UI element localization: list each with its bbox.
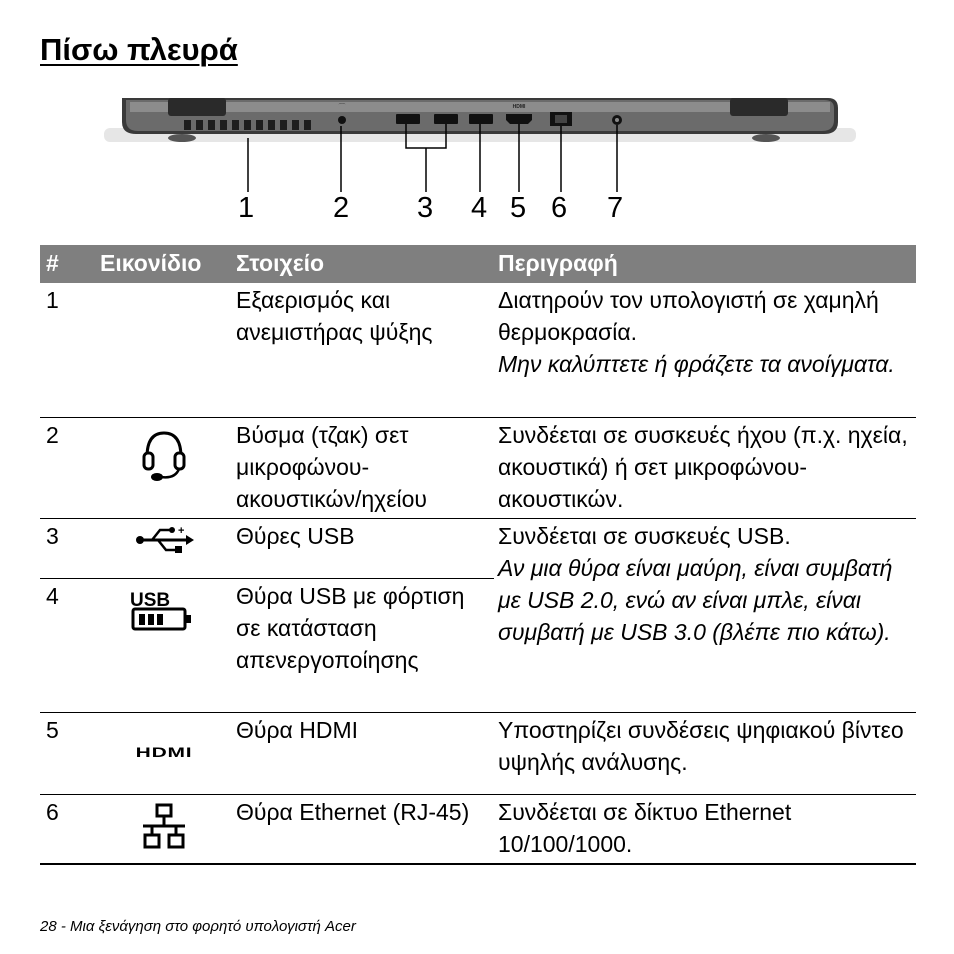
row-description <box>494 518 916 712</box>
header-num: # <box>46 249 59 276</box>
callout-7: 7 <box>607 192 624 224</box>
table-row <box>40 712 916 794</box>
hdmi-icon: HDMI <box>135 743 193 760</box>
usb-charging-icon <box>129 588 199 632</box>
row-description: Υποστηρίζει συνδέσεις ψηφιακού βίντεο υψηλής ανάλυσης. <box>494 712 916 794</box>
row-description: Συνδέεται σε συσκευές ήχου (π.χ. ηχεία, ακουστικά) ή σετ μικροφώνου-ακουστικών. <box>494 417 916 518</box>
row-item: Βύσμα (τζακ) σετ μικροφώνου-ακουστικών/ηχείου <box>232 417 494 518</box>
callout-3: 3 <box>417 192 434 224</box>
row-description: Συνδέεται σε δίκτυο Ethernet 10/100/1000. <box>494 794 916 864</box>
callout-5: 5 <box>510 192 527 224</box>
hdmi-port-label: HDMI <box>512 104 526 110</box>
row-icon <box>96 794 232 864</box>
header-description: Περιγραφή <box>498 249 618 276</box>
row-description <box>494 283 916 417</box>
row-num: 6 <box>40 794 96 864</box>
callout-6: 6 <box>551 192 568 224</box>
row-icon <box>96 417 232 518</box>
ports-table <box>40 245 916 865</box>
row-item: Θύρα Ethernet (RJ-45) <box>232 794 494 864</box>
row-icon <box>96 578 232 712</box>
row-item: Θύρα USB με φόρτιση σε κατάσταση απενεργοποίησης <box>232 578 494 712</box>
description-note: Μην καλύπτετε ή φράζετε τα ανοίγματα. <box>498 351 895 377</box>
row-item: Εξαερισμός και ανεμιστήρας ψύξης <box>236 287 433 345</box>
row-icon <box>96 712 232 794</box>
usb-charging-icon-label: USB <box>130 589 171 611</box>
svg-text:+: + <box>178 524 185 537</box>
table-row <box>40 283 916 417</box>
row-num: 3 <box>40 518 96 578</box>
description-note: Αν μια θύρα είναι μαύρη, είναι συμβατή με USB 2.0, ενώ αν είναι μπλε, είναι συμβατή με USB 3.0 (βλέπε πιο κάτω). <box>498 554 893 645</box>
page-footer: 28 - Μια ξενάγηση στο φορητό υπολογιστή Acer <box>40 918 356 935</box>
headset-icon <box>139 425 189 483</box>
row-icon-empty <box>96 283 232 417</box>
usb-icon <box>134 525 194 555</box>
table-row <box>40 518 916 578</box>
ethernet-icon <box>139 802 189 852</box>
table-header-row <box>40 245 916 283</box>
description-text: Διατηρούν τον υπολογιστή σε χαμηλή θερμοκρασία. <box>498 287 879 345</box>
table-row <box>40 417 916 518</box>
row-item: Θύρες USB <box>232 518 494 578</box>
callout-4: 4 <box>471 192 488 224</box>
row-num: 1 <box>46 287 59 313</box>
row-num: 2 <box>40 417 96 518</box>
description-text: Συνδέεται σε συσκευές USB. <box>498 522 791 549</box>
header-item: Στοιχείο <box>236 249 325 276</box>
row-num: 5 <box>40 712 96 794</box>
page-title: Πίσω πλευρά <box>40 32 238 67</box>
row-item: Θύρα HDMI <box>232 712 494 794</box>
table-row <box>40 794 916 864</box>
header-icon: Εικονίδιο <box>100 249 202 276</box>
callout-2: 2 <box>333 192 350 224</box>
callout-1: 1 <box>238 192 255 224</box>
row-icon <box>96 518 232 578</box>
row-num: 4 <box>40 578 96 712</box>
svg-text:⌒: ⌒ <box>338 104 346 111</box>
